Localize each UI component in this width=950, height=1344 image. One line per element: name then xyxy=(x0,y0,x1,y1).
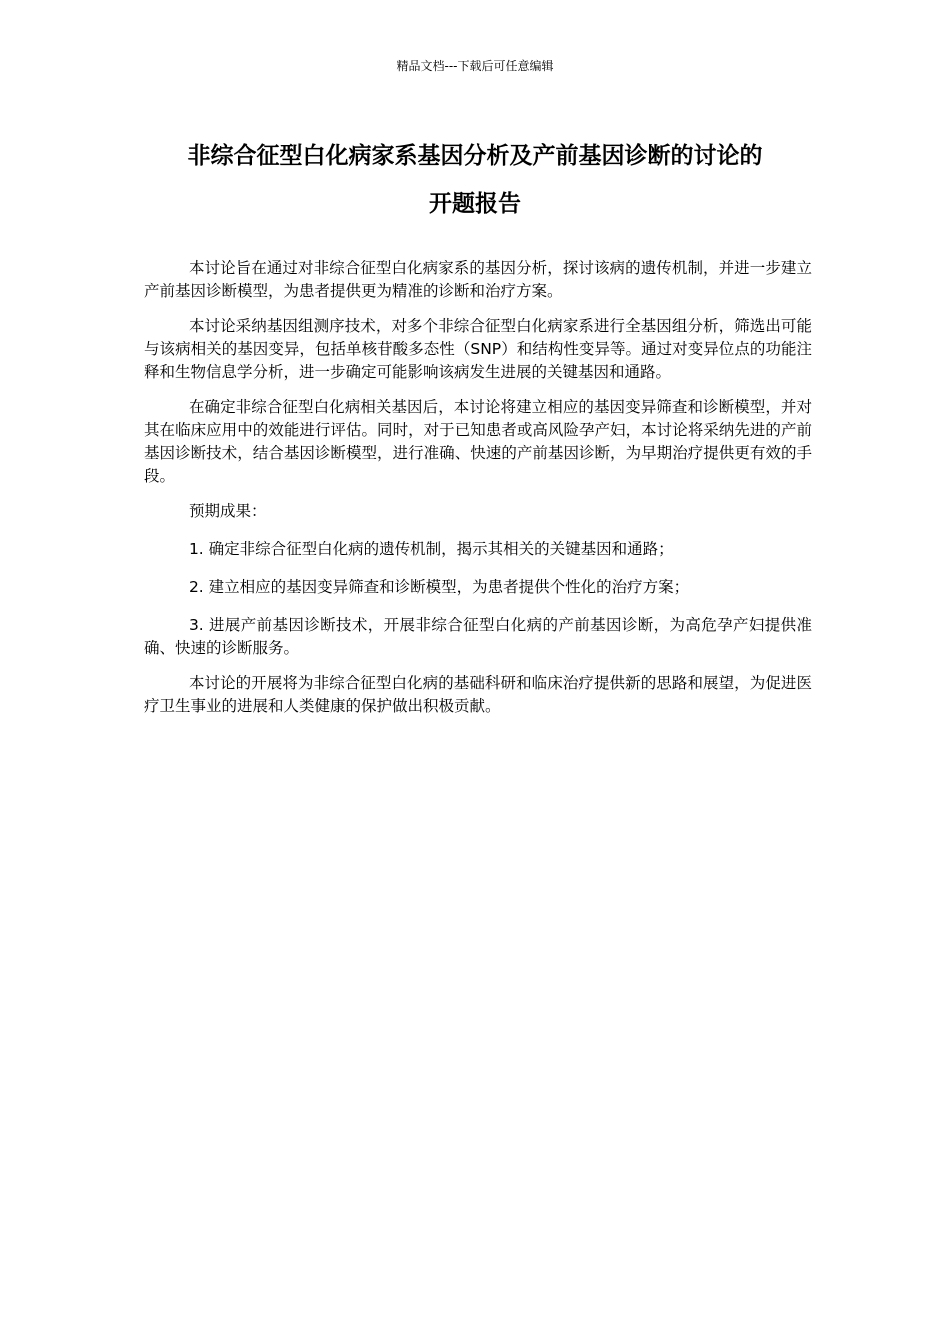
document-title xyxy=(140,132,810,228)
title-line-2: 开题报告 xyxy=(429,191,521,217)
document-body xyxy=(144,257,812,730)
title-line-1: 非综合征型白化病家系基因分析及产前基因诊断的讨论的 xyxy=(187,143,763,169)
result-item-2: 2. 建立相应的基因变异筛查和诊断模型，为患者提供个性化的治疗方案； xyxy=(188,578,690,596)
paragraph-conclusion: 本讨论的开展将为非综合征型白化病的基础科研和临床治疗提供新的思路和展望，为促进医疗卫生事业的进展和人类健康的保护做出积极贡献。 xyxy=(144,674,812,715)
result-item-3: 3. 进展产前基因诊断技术，开展非综合征型白化病的产前基因诊断，为高危孕产妇提供准确、快速的诊断服务。 xyxy=(144,616,812,657)
paragraph-method: 本讨论采纳基因组测序技术，对多个非综合征型白化病家系进行全基因组分析，筛选出可能与该病相关的基因变异，包括单核苷酸多态性（SNP）和结构性变异等。通过对变异位点的功能注释和生物信息学分析，进一步确定可能影响该病发生进展的关键基因和通路。 xyxy=(144,317,812,381)
paragraph-aim: 本讨论旨在通过对非综合征型白化病家系的基因分析，探讨该病的遗传机制，并进一步建立产前基因诊断模型，为患者提供更为精准的诊断和治疗方案。 xyxy=(144,259,812,300)
paragraph-expected-results-heading: 预期成果： xyxy=(188,502,267,520)
header-note: 精品文档---下载后可任意编辑 xyxy=(396,59,554,73)
paragraph-diagnosis: 在确定非综合征型白化病相关基因后，本讨论将建立相应的基因变异筛查和诊断模型，并对其在临床应用中的效能进行评估。同时，对于已知患者或高风险孕产妇，本讨论将采纳先进的产前基因诊断技术，结合基因诊断模型，进行准确、快速的产前基因诊断，为早期治疗提供更有效的手段。 xyxy=(144,398,812,485)
result-item-1: 1. 确定非综合征型白化病的遗传机制，揭示其相关的关键基因和通路； xyxy=(188,540,674,558)
